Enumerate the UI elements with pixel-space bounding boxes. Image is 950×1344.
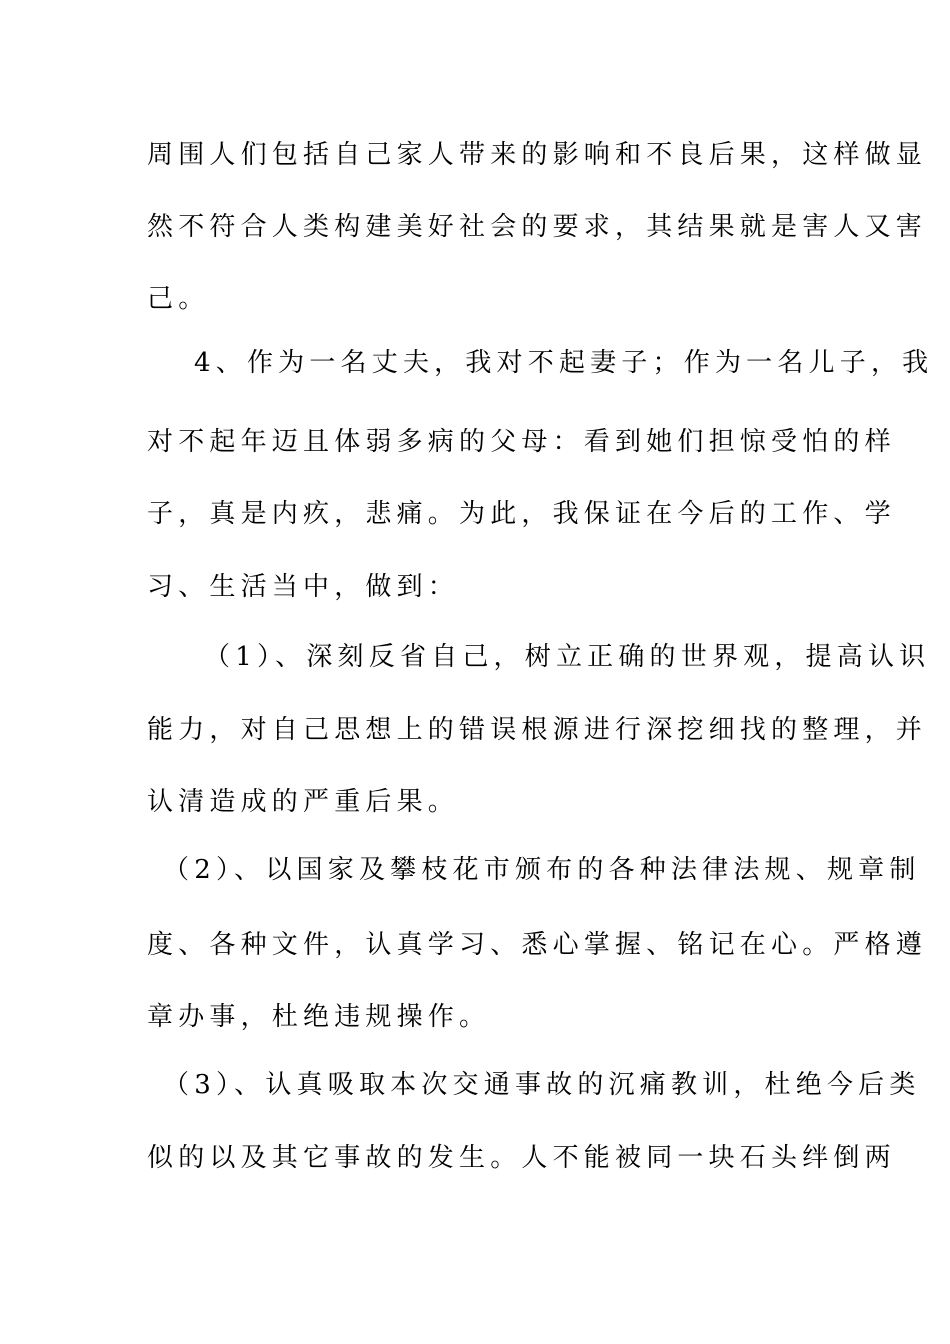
list-item-line: （2）、以国家及攀枝花市颁布的各种法律法规、规章制 [163, 855, 921, 885]
list-item-line: 认清造成的严重后果。 [147, 787, 460, 817]
paragraph-line: 对不起年迈且体弱多病的父母：看到她们担惊受怕的样 [147, 427, 896, 457]
paragraph-line: 子，真是内疚，悲痛。为此，我保证在今后的工作、学 [147, 499, 896, 529]
list-item-line: （1）、深刻反省自己，树立正确的世界观，提高认识 [204, 642, 931, 672]
list-item-line: 章办事，杜绝违规操作。 [147, 1002, 491, 1032]
paragraph-line: 4、作为一名丈夫，我对不起妻子；作为一名儿子，我 [194, 348, 934, 378]
paragraph-line: 己。 [147, 284, 210, 314]
paragraph-line: 然不符合人类构建美好社会的要求，其结果就是害人又害 [147, 212, 928, 242]
list-item-line: 似的以及其它事故的发生。人不能被同一块石头绊倒两 [147, 1143, 896, 1173]
paragraph-line: 习、生活当中，做到： [147, 572, 460, 602]
list-item-line: （3）、认真吸取本次交通事故的沉痛教训，杜绝今后类 [163, 1070, 921, 1100]
paragraph-line: 周围人们包括自己家人带来的影响和不良后果，这样做显 [147, 140, 928, 170]
list-item-line: 能力，对自己思想上的错误根源进行深挖细找的整理，并 [147, 715, 928, 745]
list-item-line: 度、各种文件，认真学习、悉心掌握、铭记在心。严格遵 [147, 930, 928, 960]
